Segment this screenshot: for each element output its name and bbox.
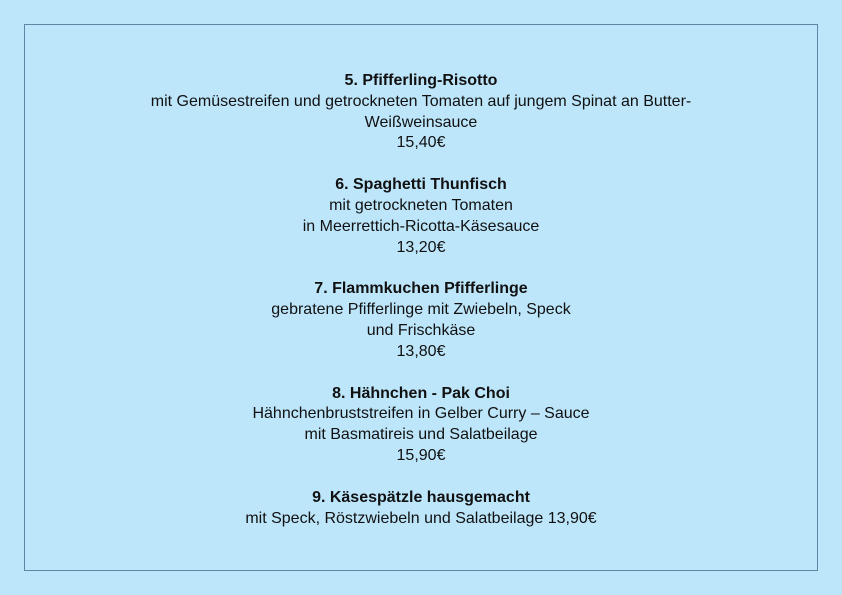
menu-item-kaesespaetzle: [0, 488, 842, 530]
menu-item-title: 6. Spaghetti Thunfisch: [335, 176, 507, 194]
menu-item-price: 15,90€: [396, 446, 446, 464]
menu-list: [0, 71, 842, 529]
menu-item-description: mit Speck, Röstzwiebeln und Salatbeilage 13,90€: [245, 509, 597, 527]
menu-item-description: und Frischkäse: [366, 321, 476, 339]
menu-item-title: 8. Hähnchen - Pak Choi: [332, 384, 510, 402]
menu-item-price: 15,40€: [396, 134, 446, 152]
menu-item-title: 7. Flammkuchen Pfifferlinge: [314, 280, 528, 298]
menu-item-description: Weißweinsauce: [364, 113, 478, 131]
menu-item-description: mit getrockneten Tomaten: [329, 196, 513, 214]
menu-item-flammkuchen: [0, 279, 842, 362]
menu-item-risotto: [0, 71, 842, 154]
menu-item-description: in Meerrettich-Ricotta-Käsesauce: [302, 217, 540, 235]
menu-item-haehnchen: [0, 384, 842, 467]
menu-item-description: mit Gemüsestreifen und getrockneten Tomaten auf jungem Spinat an Butter-: [150, 92, 692, 110]
menu-item-description: gebratene Pfifferlinge mit Zwiebeln, Speck: [271, 301, 571, 319]
menu-item-spaghetti: [0, 175, 842, 258]
menu-item-description: Hähnchenbruststreifen in Gelber Curry – Sauce: [252, 405, 590, 423]
menu-item-title: 9. Käsespätzle hausgemacht: [312, 488, 530, 506]
menu-item-price: 13,20€: [396, 238, 446, 256]
menu-item-description: mit Basmatireis und Salatbeilage: [304, 426, 538, 444]
menu-item-price: 13,80€: [396, 342, 446, 360]
menu-item-title: 5. Pfifferling-Risotto: [344, 72, 498, 89]
